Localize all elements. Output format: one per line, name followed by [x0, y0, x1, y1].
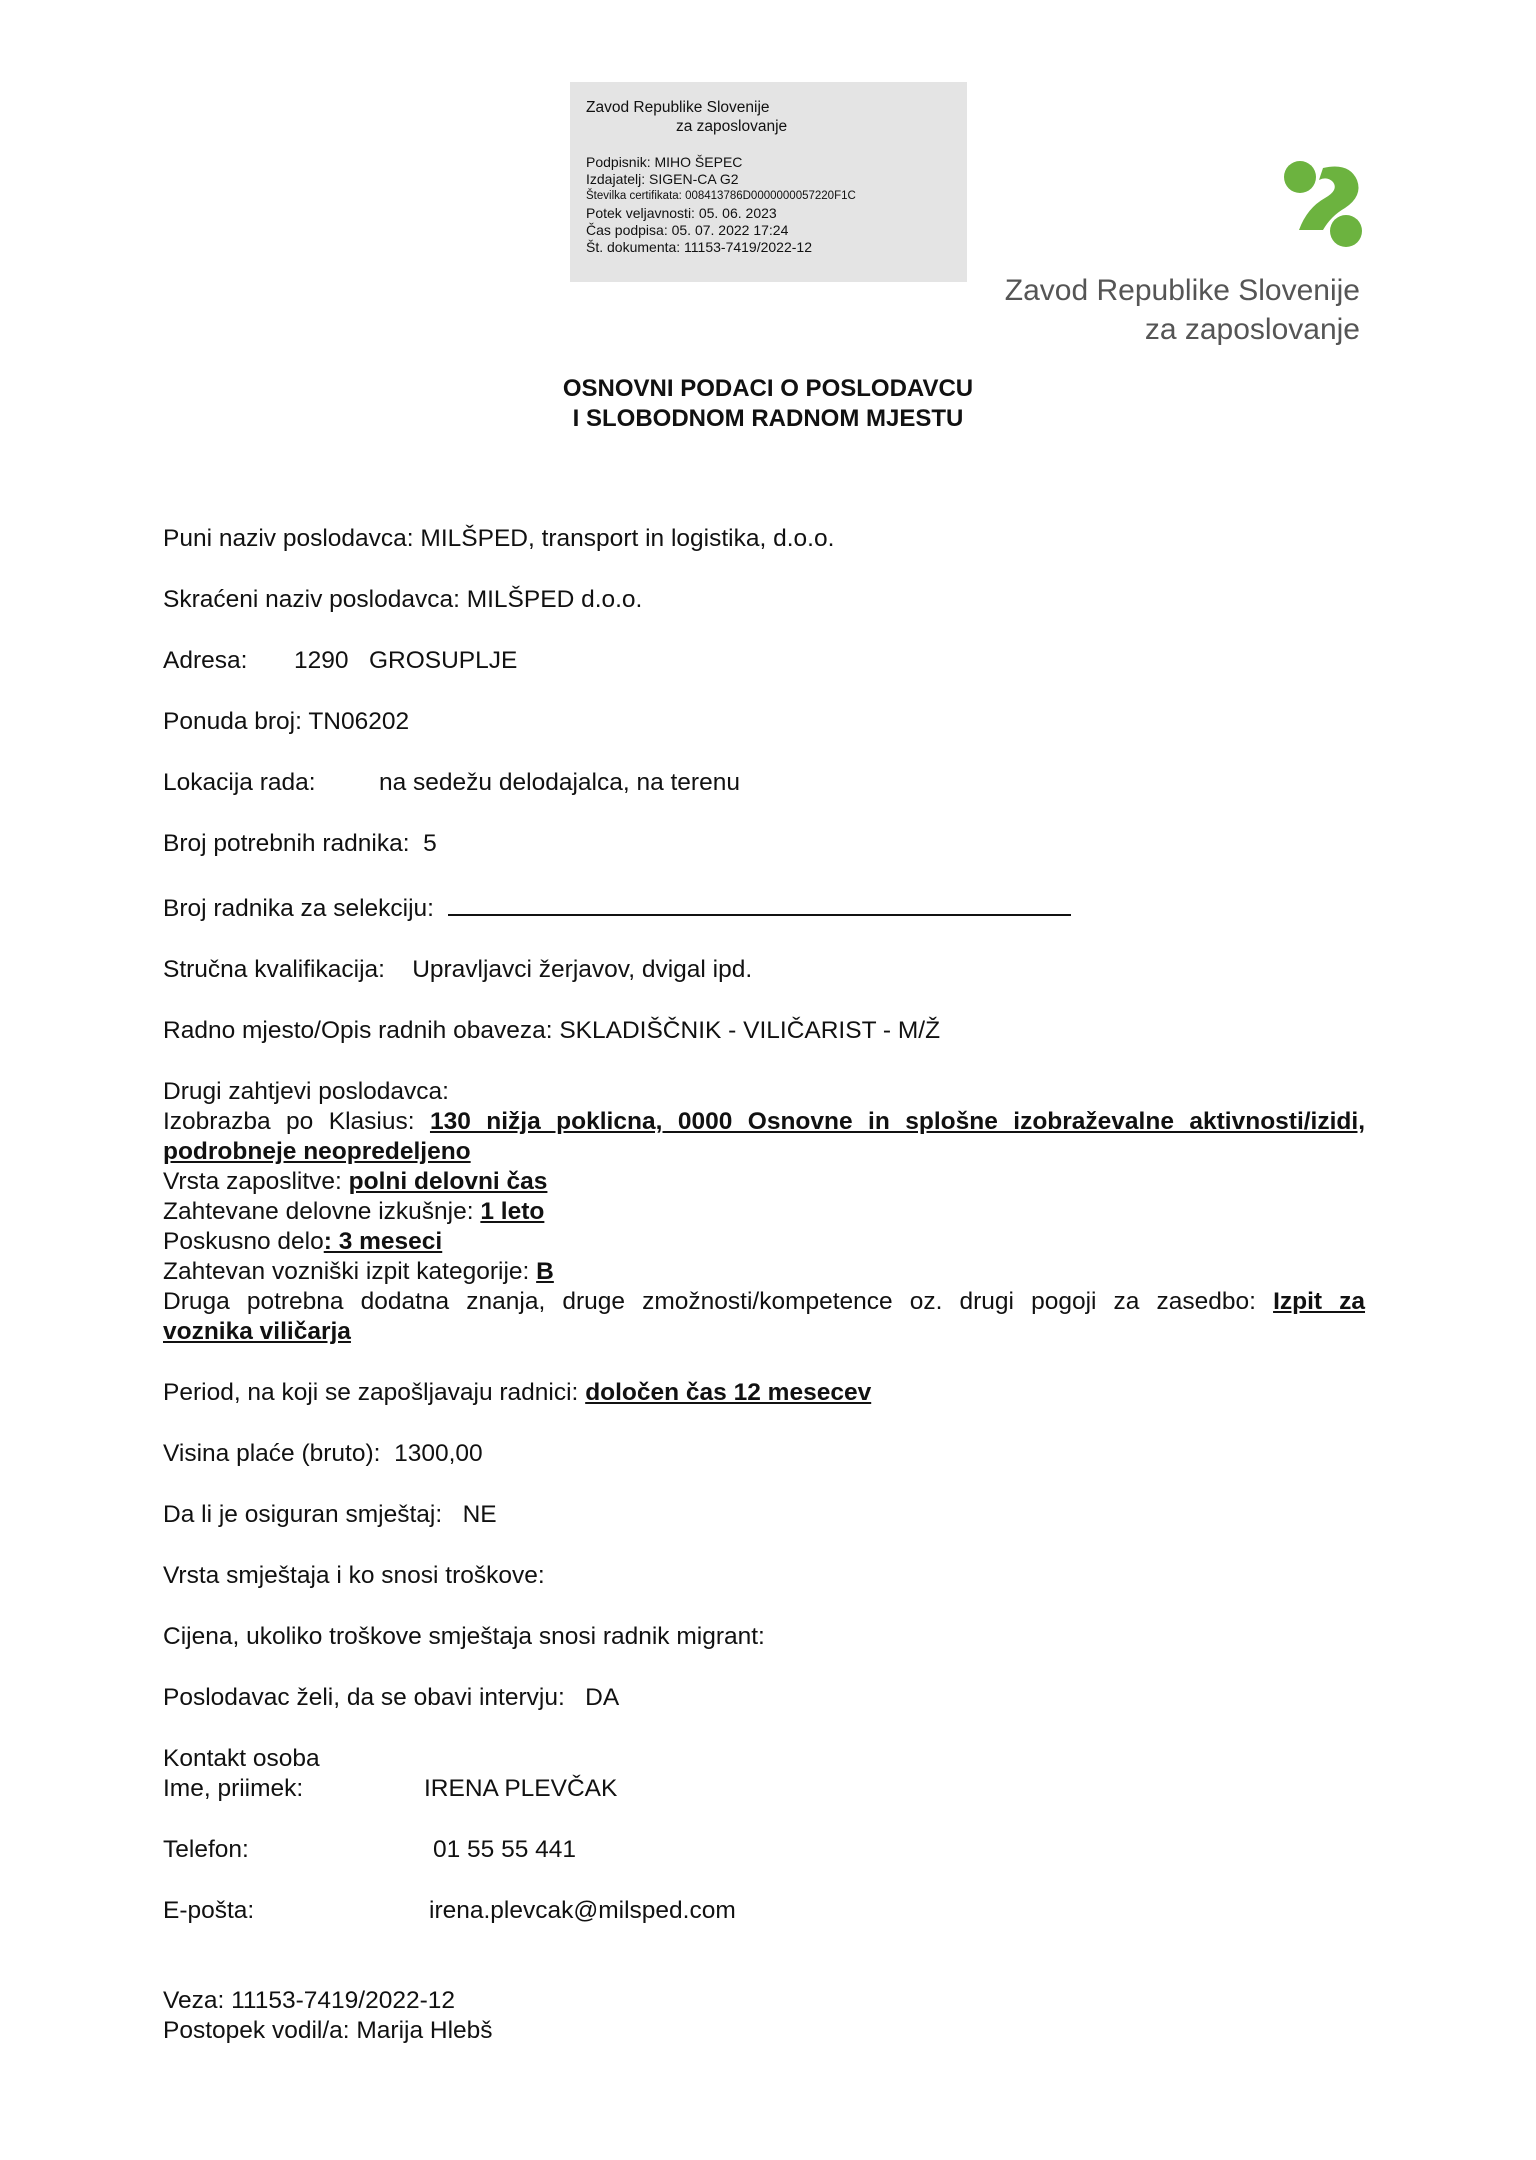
stamp-time: Čas podpisa: 05. 07. 2022 17:24 [586, 222, 789, 238]
label: E-pošta: [163, 1897, 255, 1924]
contact-name [163, 1774, 1365, 1804]
field-offer [163, 707, 1365, 737]
document-title [0, 374, 1536, 434]
document-footer [163, 1986, 493, 2046]
req-other [163, 1287, 1365, 1317]
field-full-name [163, 524, 1365, 554]
title-line2: I SLOBODNOM RADNOM MJESTU [572, 405, 964, 432]
label: Zahtevan vozniški izpit kategorije: [163, 1258, 530, 1285]
label: Puni naziv poslodavca: [163, 525, 414, 552]
label: Broj radnika za selekciju: [163, 895, 434, 922]
contact-heading: Kontakt osoba [163, 1745, 320, 1772]
field-short-name [163, 585, 1365, 615]
value: TN06202 [308, 708, 410, 735]
req-probation [163, 1227, 1365, 1257]
req-other-cont [163, 1317, 1365, 1347]
field-position [163, 1016, 1365, 1046]
city: GROSUPLJE [368, 647, 518, 674]
footer-ref: Veza: 11153-7419/2022-12 [163, 1987, 455, 2014]
blank-line [448, 890, 1071, 916]
req-education [163, 1107, 1365, 1137]
org-name-line2: za zaposlovanje [1144, 313, 1360, 346]
field-address [163, 646, 1365, 676]
label: Skraćeni naziv poslodavca: [163, 586, 460, 613]
document-body [163, 524, 1365, 1957]
zrsz-logo-icon [1283, 160, 1363, 248]
label: Vrsta zaposlitve: [163, 1168, 342, 1195]
value: DA [585, 1684, 620, 1711]
signature-stamp [570, 82, 967, 282]
value: irena.plevcak@milsped.com [429, 1897, 736, 1924]
value: : 3 meseci [323, 1228, 443, 1255]
value: podrobneje neopredeljeno [163, 1138, 471, 1165]
field-qualification [163, 955, 1365, 985]
value: 130 nižja poklicna, 0000 Osnovne in splošne izobraževalne aktivnosti/izidi, [429, 1108, 1365, 1135]
value: polni delovni čas [348, 1168, 548, 1195]
label: Da li je osiguran smještaj: [163, 1501, 443, 1528]
label: Poskusno delo [163, 1228, 324, 1255]
value: IRENA PLEVČAK [424, 1775, 618, 1802]
stamp-cert: Številka certifikata: 008413786D0000000057220F1C [586, 190, 856, 202]
value: B [536, 1258, 554, 1285]
label: Period, na koji se zapošljavaju radnici: [163, 1379, 579, 1406]
label: Stručna kvalifikacija: [163, 956, 385, 983]
field-location [163, 768, 1365, 798]
value: 01 55 55 441 [433, 1836, 577, 1863]
field-housing [163, 1500, 1365, 1530]
stamp-signer: Podpisnik: MIHO ŠEPEC [586, 154, 743, 170]
req-experience [163, 1197, 1365, 1227]
value: Upravljavci žerjavov, dvigal ipd. [412, 956, 753, 983]
label: Broj potrebnih radnika: [163, 830, 410, 857]
org-name-line1: Zavod Republike Slovenije [1004, 274, 1360, 307]
field-housing-cost [163, 1622, 1365, 1652]
label: Druga potrebna dodatna znanja, druge zmožnosti/kompetence oz. drugi pogoji za zasedbo: [163, 1288, 1256, 1315]
label: Vrsta smještaja i ko snosi troškove: [163, 1562, 545, 1589]
label: Poslodavac želi, da se obavi intervju: [163, 1684, 565, 1711]
value: voznika viličarja [163, 1318, 351, 1345]
value: določen čas 12 mesecev [585, 1379, 872, 1406]
label: Visina plaće (bruto): [163, 1440, 381, 1467]
value: MILŠPED d.o.o. [466, 586, 643, 613]
req-license [163, 1257, 1365, 1287]
value: MILŠPED, transport in logistika, d.o.o. [420, 525, 835, 552]
req-education-cont [163, 1137, 1365, 1167]
field-selection [163, 890, 1365, 924]
label: Ponuda broj: [163, 708, 302, 735]
value: 1 leto [480, 1198, 545, 1225]
field-salary [163, 1439, 1365, 1469]
contact-phone [163, 1835, 1365, 1865]
org-name [1005, 271, 1360, 349]
contact-email [163, 1896, 1365, 1926]
value: SKLADIŠČNIK - VILIČARIST - M/Ž [559, 1017, 941, 1044]
req-employment [163, 1167, 1365, 1197]
label: Radno mjesto/Opis radnih obaveza: [163, 1017, 553, 1044]
value: 5 [423, 830, 437, 857]
field-workers [163, 829, 1365, 859]
label: Telefon: [163, 1836, 249, 1863]
stamp-meta [586, 154, 967, 256]
field-housing-type [163, 1561, 1365, 1591]
value: Izpit za [1273, 1288, 1366, 1315]
value: na sedežu delodajalca, na terenu [379, 769, 740, 796]
requirements-heading: Drugi zahtjevi poslodavca: [163, 1078, 449, 1105]
stamp-doc: Št. dokumenta: 11153-7419/2022-12 [586, 239, 812, 255]
label: Lokacija rada: [163, 769, 316, 796]
requirements-section [163, 1077, 1365, 1347]
stamp-valid: Potek veljavnosti: 05. 06. 2023 [586, 205, 777, 221]
value: NE [462, 1501, 497, 1528]
field-interview [163, 1683, 1365, 1713]
stamp-org-line2: za zaposlovanje [676, 118, 788, 135]
footer-handler: Postopek vodil/a: Marija Hlebš [163, 2017, 493, 2044]
label: Zahtevane delovne izkušnje: [163, 1198, 474, 1225]
zip: 1290 [294, 647, 349, 674]
stamp-org-line1: Zavod Republike Slovenije [586, 99, 770, 116]
label: Cijena, ukoliko troškove smještaja snosi radnik migrant: [163, 1623, 765, 1650]
title-line1: OSNOVNI PODACI O POSLODAVCU [562, 375, 974, 402]
label: Izobrazba po Klasius: [163, 1108, 415, 1135]
label: Ime, priimek: [163, 1775, 304, 1802]
field-period [163, 1378, 1365, 1408]
label: Adresa: [163, 647, 248, 674]
contact-section [163, 1744, 1365, 1804]
value: 1300,00 [394, 1440, 483, 1467]
stamp-issuer: Izdajatelj: SIGEN-CA G2 [586, 171, 739, 187]
